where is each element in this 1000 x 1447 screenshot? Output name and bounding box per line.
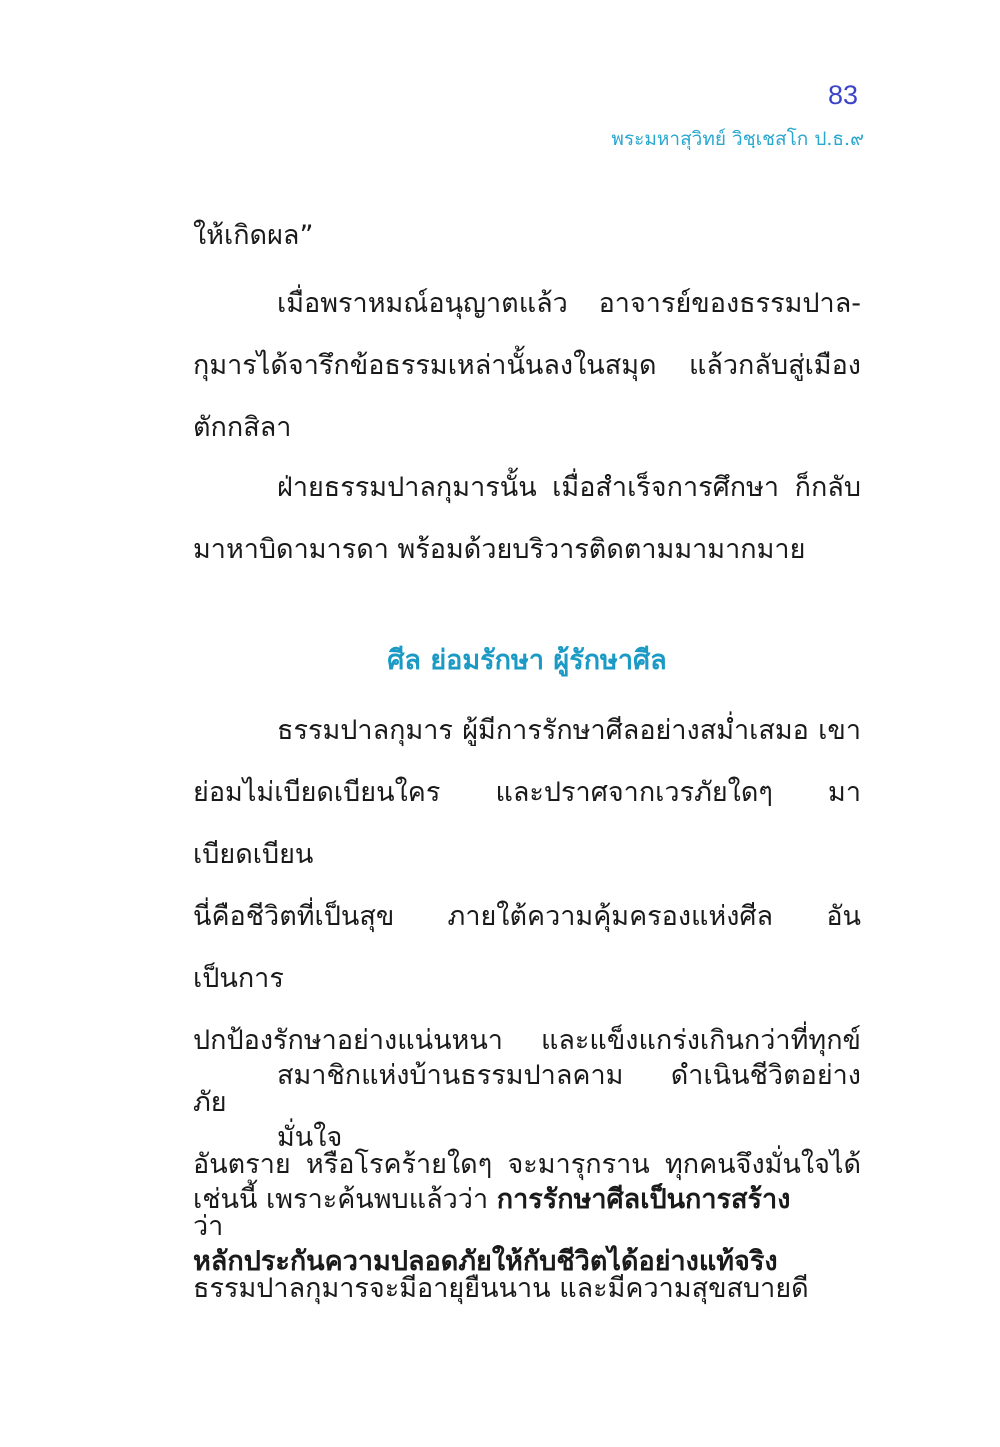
paragraph-teacher-records [193,273,861,459]
section-heading: ศีล ย่อมรักษา ผู้รักษาศีล [387,645,667,676]
text-line [193,1169,861,1231]
text-line: มาหาบิดามารดา พร้อมด้วยบริวารติดตามมามากมาย [193,534,806,565]
text-plain: เช่นนี้ เพราะค้นพบแล้วว่า [193,1184,497,1215]
page-number: 83 [827,80,858,110]
text-line: ธรรมปาลกุมารจะมีอายุยืนนาน และมีความสุขสบายดี [193,1273,809,1304]
paragraph-conclusion [193,1045,861,1293]
text-line: เมื่อพราหมณ์อนุญาตแล้ว อาจารย์ของธรรมปาล- [277,288,861,319]
text-line: กุมารได้จารึกข้อธรรมเหล่านั้นลงในสมุด แล้วกลับสู่เมือง [193,350,861,381]
text-line: อันตราย หรือโรคร้ายใดๆ จะมารุกราน ทุกคนจึงมั่นใจได้ว่า [193,1149,861,1242]
text-line: ย่อมไม่เบียดเบียนใคร และปราศจากเวรภัยใดๆ มาเบียดเบียน [193,777,861,870]
text-line: ให้เกิดผล” [193,220,314,251]
text-line: ฝ่ายธรรมปาลกุมารนั้น เมื่อสำเร็จการศึกษา ก็กลับ [277,472,861,503]
text-line: นี่คือชีวิตที่เป็นสุข ภายใต้ความคุ้มครองแห่งศีล อันเป็นการ [193,901,861,994]
running-header: พระมหาสุวิทย์ วิชฺเชสโก ป.ธ.๙ [611,128,864,150]
text-line: ตักกสิลา [193,412,292,443]
text-line: ธรรมปาลกุมาร ผู้มีการรักษาศีลอย่างสม่ำเสมอ เขา [277,715,861,746]
paragraph-continuation [193,205,861,267]
paragraph-return-home [193,457,861,581]
text-bold-emphasis: การรักษาศีลเป็นการสร้าง [496,1184,791,1215]
text-line: ปกป้องรักษาอย่างแน่นหนา และแข็งแกร่งเกินกว่าที่ทุกข์ภัย [193,1025,861,1118]
text-bold-emphasis: หลักประกันความปลอดภัยให้กับชีวิตได้อย่างแท้จริง [193,1246,778,1277]
text-line: สมาชิกแห่งบ้านธรรมปาลคาม ดำเนินชีวิตอย่างมั่นใจ [277,1060,861,1153]
